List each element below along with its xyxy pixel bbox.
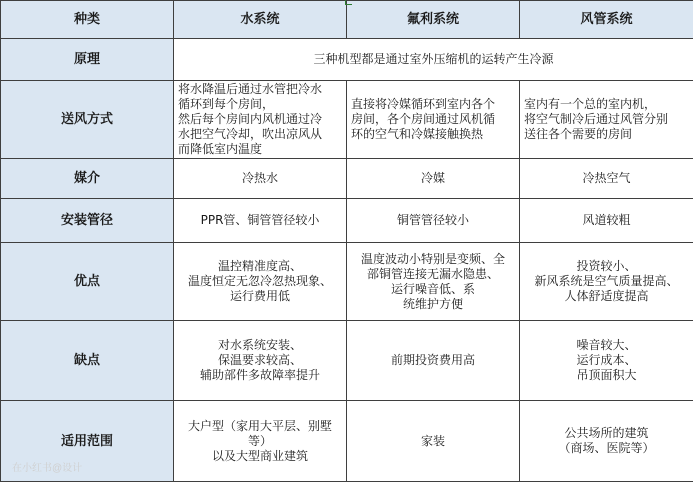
scope-water-cell	[174, 401, 347, 482]
air-supply-duct-cell	[520, 81, 693, 159]
pros-fluorine-line: 运行噪音低、系	[351, 282, 515, 297]
pros-fluorine-line: 温度波动小特别是变频、全	[351, 252, 515, 267]
pros-duct-line: 新风系统是空气质量提高、	[524, 274, 689, 289]
cons-duct-line: 噪音较大、	[524, 338, 689, 353]
scope-fluorine-cell: 家装	[347, 401, 520, 482]
pros-duct-cell	[520, 243, 693, 321]
pros-fluorine-line: 部铜管连接无漏水隐患、	[351, 267, 515, 282]
medium-duct-cell: 冷热空气	[520, 159, 693, 199]
air-supply-duct-line: 室内有一个总的室内机，	[524, 97, 689, 112]
row-air-supply	[1, 81, 693, 159]
air-supply-duct-line: 送往各个需要的房间	[524, 127, 689, 142]
row-pipe-diameter	[1, 199, 693, 243]
label-pipe-diameter: 安装管径	[1, 199, 174, 243]
label-principle: 原理	[1, 39, 174, 81]
pros-fluorine-cell	[347, 243, 520, 321]
scope-duct-line: （商场、医院等）	[524, 441, 689, 456]
cons-water-line: 保温要求较高、	[178, 353, 342, 368]
pros-water-cell	[174, 243, 347, 321]
pros-duct-line: 人体舒适度提高	[524, 289, 689, 304]
pipe-water-cell: PPR管、铜管管径较小	[174, 199, 347, 243]
label-air-supply: 送风方式	[1, 81, 174, 159]
pros-fluorine-line: 统维护方便	[351, 297, 515, 312]
cons-water-cell	[174, 321, 347, 401]
pros-water-line: 温度恒定无忽冷忽热现象、	[178, 274, 342, 289]
medium-water-cell: 冷热水	[174, 159, 347, 199]
header-fluorine-system: 氟利系统	[347, 1, 520, 39]
row-scope	[1, 401, 693, 482]
pros-duct-line: 投资较小、	[524, 259, 689, 274]
scope-water-line: 以及大型商业建筑	[178, 449, 342, 464]
cons-water-line: 对水系统安装、	[178, 338, 342, 353]
header-duct-system: 风管系统	[520, 1, 693, 39]
pros-water-line: 温控精准度高、	[178, 259, 342, 274]
air-supply-fluorine-line: 环的空气和冷媒接触换热	[351, 127, 515, 142]
air-supply-water-line: 而降低室内温度	[178, 142, 342, 157]
label-medium: 媒介	[1, 159, 174, 199]
pipe-duct-cell: 风道较粗	[520, 199, 693, 243]
label-cons: 缺点	[1, 321, 174, 401]
label-pros: 优点	[1, 243, 174, 321]
air-supply-duct-line: 将空气制冷后通过风管分别	[524, 112, 689, 127]
label-scope: 适用范围	[1, 401, 174, 482]
header-category: 种类	[1, 1, 174, 39]
principle-merged-cell: 三种机型都是通过室外压缩机的运转产生冷源	[174, 39, 693, 81]
air-supply-water-cell	[174, 81, 347, 159]
row-pros	[1, 243, 693, 321]
header-water-system: 水系统	[174, 1, 347, 39]
row-medium	[1, 159, 693, 199]
air-supply-water-line: 水把空气冷却，吹出凉风从	[178, 127, 342, 142]
pipe-fluorine-cell: 铜管管径较小	[347, 199, 520, 243]
watermark: 在小红书@设计	[12, 459, 82, 474]
scope-water-line: 等）	[178, 434, 342, 449]
air-supply-fluorine-cell	[347, 81, 520, 159]
air-supply-fluorine-line: 直接将冷媒循环到室内各个	[351, 97, 515, 112]
scope-duct-cell	[520, 401, 693, 482]
row-principle	[1, 39, 693, 81]
cons-duct-line: 运行成本、	[524, 353, 689, 368]
air-supply-water-line: 将水降温后通过水管把冷水	[178, 82, 342, 97]
cons-duct-cell	[520, 321, 693, 401]
pros-water-line: 运行费用低	[178, 289, 342, 304]
scope-water-line: 大户型（家用大平层、别墅	[178, 419, 342, 434]
cons-water-line: 辅助部件多故障率提升	[178, 368, 342, 383]
scope-duct-line: 公共场所的建筑	[524, 426, 689, 441]
cons-fluorine-cell: 前期投资费用高	[347, 321, 520, 401]
cons-duct-line: 吊顶面积大	[524, 368, 689, 383]
air-supply-water-line: 循环到每个房间，	[178, 97, 342, 112]
row-cons	[1, 321, 693, 401]
air-supply-water-line: 然后每个房间内风机通过冷	[178, 112, 342, 127]
selection-corner-mark	[345, 0, 352, 5]
air-supply-fluorine-line: 房间，各个房间通过风机循	[351, 112, 515, 127]
header-row	[1, 1, 693, 39]
medium-fluorine-cell: 冷媒	[347, 159, 520, 199]
